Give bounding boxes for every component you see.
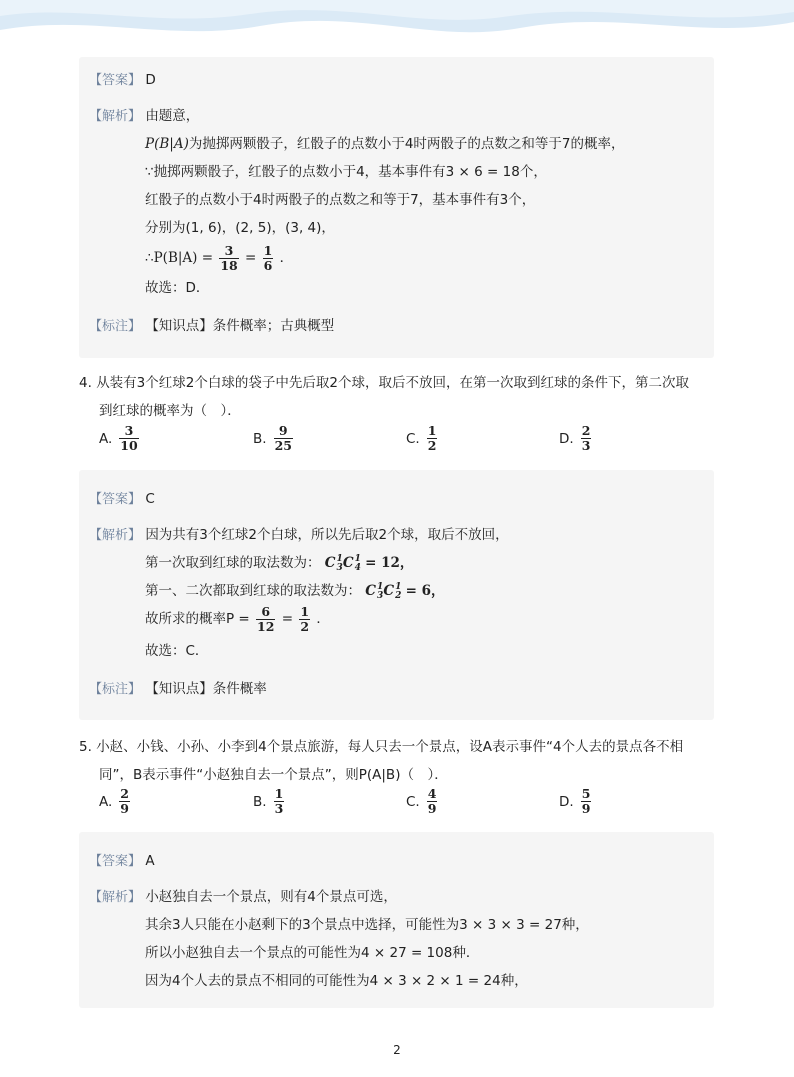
- question-number: 4.: [79, 375, 92, 391]
- fraction: $\frac{1}{6}$: [263, 242, 273, 273]
- question-stem: 从装有3个红球2个白球的袋子中先后取2个球，取后不放回，在第一次取到红球的条件下，第二次取: [96, 375, 689, 391]
- option-c[interactable]: C. $\frac{1}{2}$: [406, 423, 437, 453]
- question-stem: 到红球的概率为（ ）．: [99, 403, 241, 419]
- analysis-tag: 【解析】: [89, 890, 142, 905]
- analysis-line: 其余3人只能在小赵剩下的3个景点中选择，可能性为3 × 3 × 3 = 27种，: [145, 917, 589, 933]
- fraction: $\frac{1}{2}$: [300, 603, 310, 634]
- fraction: $\frac{6}{12}$: [257, 603, 275, 634]
- analysis-line: 故选：D．: [145, 280, 210, 296]
- answer-value: A: [145, 853, 155, 869]
- question-stem: 小赵、小钱、小孙、小李到4个景点旅游，每人只去一个景点，设A表示事件“4个人去的景点各不相: [96, 739, 684, 755]
- note-text: 【知识点】条件概率: [145, 681, 267, 697]
- answer-value: C: [145, 491, 155, 507]
- option-a[interactable]: A. $\frac{2}{9}$: [99, 786, 129, 816]
- analysis-line: 所以小赵独自去一个景点的可能性为4 × 27 = 108种．: [145, 945, 480, 961]
- analysis-line: 故所求的概率P =: [145, 611, 250, 627]
- question-number: 5.: [79, 739, 92, 755]
- combination-expression: C 1 3 C 1 4: [324, 553, 361, 573]
- analysis-line: 因为4个人去的景点不相同的可能性为4 × 3 × 2 × 1 = 24种，: [145, 973, 528, 989]
- prob-equation: ∴P(B|A) =: [145, 250, 214, 266]
- answer-tag: 【答案】: [89, 854, 142, 869]
- prob-expression: P(B|A): [145, 136, 189, 152]
- answer-tag: 【答案】: [89, 492, 142, 507]
- option-a[interactable]: A. $\frac{3}{10}$: [99, 423, 138, 453]
- note-text: 【知识点】条件概率；古典概型: [145, 318, 335, 334]
- note-tag: 【标注】: [89, 319, 142, 334]
- q5-solution-box: [79, 832, 714, 1008]
- q3-solution-box: 【答案】 D 【解析】 由题意， P(B|A)为抛掷两颗骰子，红骰子的点数小于4时两骰子的点数之和等于7的概率， ∵抛掷两颗骰子，红骰子的点数小于4，基本事件有3 × 6 = 18个， 红骰子的点数小于4时两骰子的点数之和等于7，基本事件有3个， 分别为(1, 6)，(2, 5)，(3, 4)， ∴P(B|A) = $\frac{3}{18}$ = $\frac{1}{6}$ ． 故选：D． 【标注】 【知识点】条件概率；古典概型: [79, 57, 714, 358]
- analysis-line: 为抛掷两颗骰子，红骰子的点数小于4时两骰子的点数之和等于7的概率，: [188, 136, 625, 152]
- combination-expression: C 1 3 C 1 2: [365, 581, 402, 601]
- page-number: 2: [393, 1043, 401, 1057]
- note-tag: 【标注】: [89, 682, 142, 697]
- option-b[interactable]: B. $\frac{9}{25}$: [253, 423, 292, 453]
- analysis-tag: 【解析】: [89, 109, 142, 124]
- option-d[interactable]: D. $\frac{2}{3}$: [559, 423, 591, 453]
- analysis-line: 第一、二次都取到红球的取法数为：: [145, 583, 361, 599]
- answer-tag: 【答案】: [89, 73, 142, 88]
- analysis-line: 小赵独自去一个景点，则有4个景点可选，: [145, 889, 397, 905]
- analysis-line: 分别为(1, 6)，(2, 5)，(3, 4)，: [145, 220, 335, 236]
- analysis-line: 故选：C．: [145, 643, 209, 659]
- header-wave-decoration: [0, 0, 794, 60]
- option-c[interactable]: C. $\frac{4}{9}$: [406, 786, 437, 816]
- question-stem: 同”，B表示事件“小赵独自去一个景点”，则P(A|B)（ ）．: [99, 767, 448, 783]
- fraction: $\frac{3}{18}$: [220, 242, 238, 273]
- analysis-line: 由题意，: [145, 108, 200, 124]
- analysis-line: 第一次取到红球的取法数为：: [145, 555, 321, 571]
- option-d[interactable]: D. $\frac{5}{9}$: [559, 786, 591, 816]
- analysis-line: ∵抛掷两颗骰子，红骰子的点数小于4，基本事件有3 × 6 = 18个，: [145, 164, 547, 180]
- answer-value: D: [145, 72, 156, 88]
- q4-solution-box: 【答案】 C 【解析】 因为共有3个红球2个白球，所以先后取2个球，取后不放回， 第一次取到红球的取法数为： C 1 3 C 1 4 = 12， 第一、二次都取到红球的取法数为： C 1 3 C 1 2 = 6， 故所求的概率P = $\frac{6}{12}$ = $\frac{1}{2}$ ． 故选：C． 【标注】 【知识点】条件概率: [79, 470, 714, 720]
- option-b[interactable]: B. $\frac{1}{3}$: [253, 786, 284, 816]
- analysis-line: 因为共有3个红球2个白球，所以先后取2个球，取后不放回，: [145, 527, 509, 543]
- analysis-tag: 【解析】: [89, 528, 142, 543]
- analysis-line: 红骰子的点数小于4时两骰子的点数之和等于7，基本事件有3个，: [145, 192, 536, 208]
